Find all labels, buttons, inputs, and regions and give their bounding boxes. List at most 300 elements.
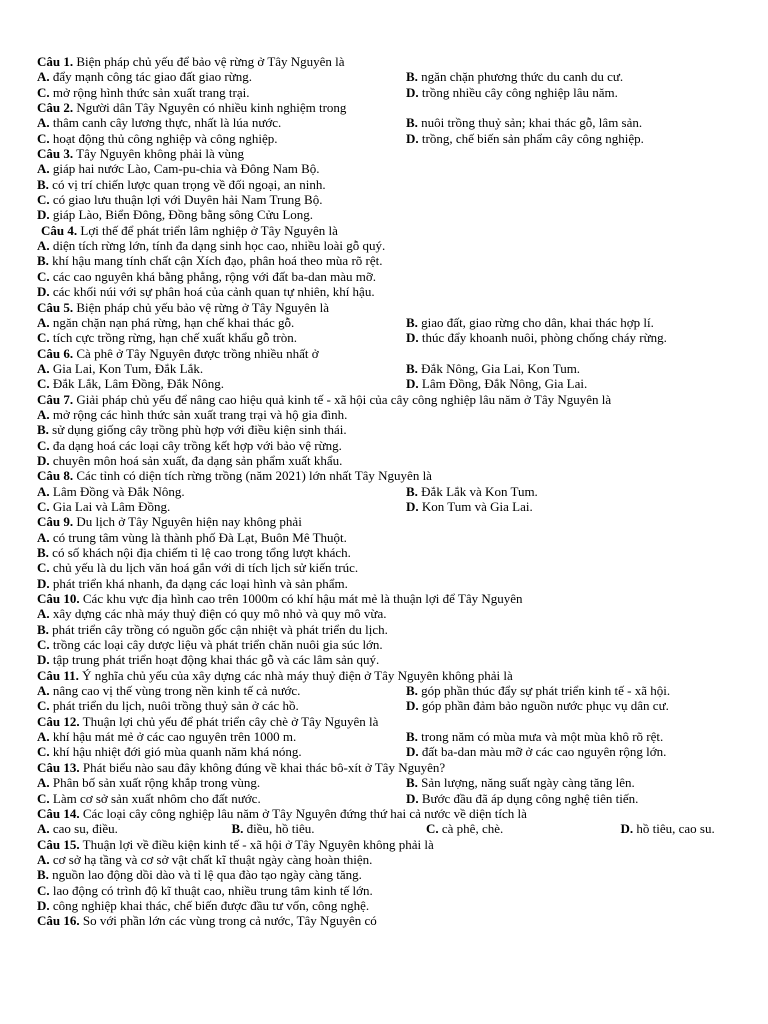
- answer-option[interactable]: [37, 791, 261, 806]
- question-block: [37, 392, 737, 469]
- option-cell: [406, 69, 737, 84]
- answer-option[interactable]: [621, 821, 715, 836]
- option-row: [37, 177, 737, 192]
- option-key: A.: [37, 821, 50, 837]
- answer-option[interactable]: [37, 115, 281, 130]
- question-text: Ý nghĩa chủ yếu của xây dựng các nhà máy thuỷ điện ở Tây Nguyên không phải là: [82, 667, 513, 683]
- option-key: D.: [406, 698, 419, 714]
- option-cell: [37, 115, 406, 130]
- question-stem: [37, 760, 737, 775]
- question-text: Thuận lợi về điều kiện kinh tế - xã hội ở Tây Nguyên không phải là: [82, 836, 434, 852]
- option-row: [37, 85, 737, 100]
- answer-option[interactable]: [37, 453, 342, 468]
- option-text: Lâm Đồng và Đắk Nông.: [52, 483, 185, 499]
- option-row: [37, 499, 737, 514]
- answer-option[interactable]: [37, 852, 372, 867]
- answer-option[interactable]: [426, 821, 503, 836]
- option-key: C.: [37, 790, 50, 806]
- answer-option[interactable]: [37, 330, 297, 345]
- question-block: [37, 668, 737, 714]
- option-cell: [37, 484, 406, 499]
- option-key: D.: [37, 452, 50, 468]
- option-text: công nghiệp khai thác, chế biến được đầu tư vốn, công nghệ.: [52, 897, 370, 913]
- option-key: A.: [37, 529, 50, 545]
- option-text: Phân bố sản xuất rộng khắp trong vùng.: [52, 775, 261, 791]
- option-key: A.: [37, 851, 50, 867]
- question-text: Các loại cây công nghiệp lâu năm ở Tây Nguyên đứng thứ hai cả nước về diện tích là: [82, 805, 527, 821]
- answer-option[interactable]: [37, 898, 369, 913]
- question-number: Câu 16.: [37, 913, 80, 929]
- option-key: B.: [231, 821, 244, 837]
- option-cell: [406, 499, 737, 514]
- question-text: Giải pháp chủ yếu để nâng cao hiệu quả kinh tế - xã hội của cây công nghiệp lâu năm ở Tây Nguyên là: [76, 391, 612, 407]
- question-number: Câu 8.: [37, 468, 74, 484]
- option-cell: [37, 821, 232, 836]
- question-text: Lợi thế để phát triển lâm nghiệp ở Tây Nguyên là: [80, 222, 338, 238]
- option-key: C.: [37, 376, 50, 392]
- question-block: [37, 54, 737, 100]
- option-text: trồng các loại cây dược liệu và phát triển chăn nuôi gia súc lớn.: [52, 637, 383, 653]
- option-text: Gia Lai, Kon Tum, Đắk Lắk.: [52, 360, 204, 376]
- option-text: phát triển du lịch, nuôi trồng thuỷ sản ở các hồ.: [52, 698, 299, 714]
- option-row: [37, 821, 737, 836]
- option-cell: [37, 131, 406, 146]
- option-text: nâng cao vị thế vùng trong nền kinh tế cả nước.: [52, 683, 301, 699]
- option-text: Đắk Lắk, Lâm Đồng, Đắk Nông.: [52, 376, 225, 392]
- option-text: trồng nhiều cây công nghiệp lâu năm.: [421, 84, 618, 100]
- option-row: [37, 744, 737, 759]
- option-row: [37, 207, 737, 222]
- option-text: cao su, điều.: [52, 821, 118, 837]
- question-block: [37, 468, 737, 514]
- option-text: Đắk Lắk và Kon Tum.: [421, 483, 538, 499]
- option-row: [37, 69, 737, 84]
- option-text: hoạt động thủ công nghiệp và công nghiệp.: [52, 130, 278, 146]
- option-cell: [406, 683, 737, 698]
- question-number: Câu 13.: [37, 759, 80, 775]
- option-text: thúc đẩy khoanh nuôi, phòng chống cháy rừng.: [421, 330, 667, 346]
- option-cell: [37, 330, 406, 345]
- answer-option[interactable]: [406, 315, 654, 330]
- option-row: [37, 652, 737, 667]
- question-stem: [37, 714, 737, 729]
- answer-option[interactable]: [406, 484, 538, 499]
- question-number: Câu 7.: [37, 391, 74, 407]
- option-row: [37, 330, 737, 345]
- option-cell: [37, 698, 406, 713]
- option-row: [37, 238, 737, 253]
- question-text: So với phần lớn các vùng trong cả nước, Tây Nguyên có: [82, 913, 377, 929]
- option-text: có trung tâm vùng là thành phố Đà Lạt, Buôn Mê Thuột.: [52, 529, 347, 545]
- question-block: [37, 100, 737, 146]
- option-key: A.: [37, 69, 50, 85]
- question-stem: [37, 54, 737, 69]
- option-key: D.: [406, 84, 419, 100]
- question-stem: [37, 100, 737, 115]
- option-key: A.: [37, 161, 50, 177]
- question-number: Câu 6.: [37, 345, 74, 361]
- option-key: B.: [37, 176, 49, 192]
- answer-option[interactable]: [232, 821, 315, 836]
- option-cell: [37, 744, 406, 759]
- option-row: [37, 883, 737, 898]
- option-row: [37, 698, 737, 713]
- option-key: C.: [37, 744, 50, 760]
- option-key: C.: [37, 698, 50, 714]
- answer-option[interactable]: [37, 576, 348, 591]
- answer-option[interactable]: [37, 698, 299, 713]
- option-text: tập trung phát triển hoạt động khai thác gỗ và các lâm sản quý.: [52, 652, 380, 668]
- answer-option[interactable]: [37, 775, 260, 790]
- option-cell: [37, 361, 406, 376]
- option-row: [37, 867, 737, 882]
- question-stem: [37, 514, 737, 529]
- answer-option[interactable]: [406, 698, 669, 713]
- question-stem: [37, 591, 737, 606]
- answer-option[interactable]: [37, 253, 383, 268]
- option-cell: [37, 315, 406, 330]
- question-number: Câu 12.: [37, 713, 80, 729]
- option-row: [37, 269, 737, 284]
- question-text: Du lịch ở Tây Nguyên hiện nay không phải: [76, 514, 302, 530]
- option-text: cơ sở hạ tầng và cơ sở vật chất kĩ thuật ngày càng hoàn thiện.: [52, 851, 373, 867]
- option-key: B.: [37, 545, 49, 560]
- option-key: D.: [406, 330, 419, 346]
- option-key: B.: [37, 253, 49, 269]
- option-text: hồ tiêu, cao su.: [636, 821, 715, 837]
- option-cell: [621, 821, 768, 836]
- option-key: C.: [37, 560, 50, 576]
- option-key: B.: [406, 115, 418, 131]
- option-key: A.: [37, 406, 50, 422]
- question-stem: [37, 346, 737, 361]
- question-block: [37, 223, 737, 300]
- option-row: [37, 131, 737, 146]
- question-block: [37, 591, 737, 668]
- question-number: Câu 11.: [37, 667, 79, 683]
- option-cell: [406, 729, 737, 744]
- answer-option[interactable]: [37, 422, 347, 437]
- answer-option[interactable]: [37, 867, 362, 882]
- question-number: Câu 3.: [37, 146, 74, 162]
- answer-option[interactable]: [406, 376, 587, 391]
- answer-option[interactable]: [37, 161, 320, 176]
- option-text: đa dạng hoá các loại cây trồng kết hợp với bảo vệ rừng.: [52, 437, 342, 453]
- answer-option[interactable]: [37, 821, 118, 836]
- question-block: [37, 837, 737, 914]
- answer-option[interactable]: [37, 376, 224, 391]
- option-key: C.: [37, 498, 50, 514]
- option-cell: [406, 315, 737, 330]
- answer-option[interactable]: [37, 315, 294, 330]
- answer-option[interactable]: [406, 775, 635, 790]
- option-text: điều, hồ tiêu.: [246, 821, 315, 837]
- answer-option[interactable]: [406, 85, 618, 100]
- option-text: tích cực trồng rừng, hạn chế xuất khẩu gỗ tròn.: [52, 330, 297, 346]
- option-key: B.: [406, 683, 418, 699]
- option-text: khí hậu mát mẻ ở các cao nguyên trên 1000 m.: [52, 729, 297, 745]
- option-cell: [406, 131, 737, 146]
- question-stem: [37, 146, 737, 161]
- answer-option[interactable]: [406, 115, 642, 130]
- option-row: [37, 622, 737, 637]
- answer-option[interactable]: [37, 560, 358, 575]
- option-key: B.: [406, 69, 418, 85]
- answer-option[interactable]: [37, 85, 250, 100]
- answer-option[interactable]: [37, 729, 296, 744]
- option-key: B.: [406, 314, 418, 330]
- question-block: [37, 760, 737, 806]
- option-key: D.: [620, 821, 634, 837]
- option-text: ngăn chặn nạn phá rừng, hạn chế khai thác gỗ.: [52, 314, 295, 330]
- option-row: [37, 161, 737, 176]
- option-cell: [406, 115, 737, 130]
- option-key: A.: [37, 483, 50, 499]
- option-cell: [37, 85, 406, 100]
- answer-option[interactable]: [37, 622, 388, 637]
- question-block: [37, 300, 737, 346]
- option-key: B.: [37, 621, 49, 637]
- question-number: Câu 5.: [37, 299, 74, 315]
- option-row: [37, 407, 737, 422]
- question-block: [37, 146, 737, 223]
- question-text: Cà phê ở Tây Nguyên được trồng nhiều nhất ở: [76, 345, 319, 361]
- option-row: [37, 606, 737, 621]
- option-cell: [406, 330, 737, 345]
- question-stem: [37, 668, 737, 683]
- option-row: [37, 898, 737, 913]
- answer-option[interactable]: [37, 744, 302, 759]
- question-text: Biện pháp chủ yếu bảo vệ rừng ở Tây Nguyên là: [76, 299, 330, 315]
- option-text: đất ba-dan màu mỡ ở các cao nguyên rộng lớn.: [421, 744, 667, 760]
- option-text: nguồn lao động dồi dào và tỉ lệ qua đào tạo ngày càng tăng.: [52, 867, 362, 883]
- answer-option[interactable]: [37, 545, 351, 560]
- option-cell: [426, 821, 621, 836]
- option-text: mở rộng các hình thức sản xuất trang trại và hộ gia đình.: [52, 406, 348, 422]
- answer-option[interactable]: [37, 284, 375, 299]
- question-block: [37, 346, 737, 392]
- question-stem: [37, 806, 737, 821]
- question-block: [37, 514, 737, 591]
- option-row: [37, 315, 737, 330]
- option-row: [37, 637, 737, 652]
- option-key: A.: [37, 238, 50, 254]
- option-row: [37, 192, 737, 207]
- option-text: thâm canh cây lương thực, nhất là lúa nước.: [52, 115, 282, 131]
- question-block: [37, 714, 737, 760]
- question-number: Câu 10.: [37, 591, 80, 607]
- option-row: [37, 438, 737, 453]
- option-text: trong năm có mùa mưa và một mùa khô rõ rệt.: [421, 729, 664, 745]
- option-text: giáp hai nước Lào, Cam-pu-chia và Đông Nam Bộ.: [52, 161, 320, 177]
- option-cell: [37, 683, 406, 698]
- option-key: A.: [37, 314, 50, 330]
- option-key: B.: [406, 483, 418, 499]
- option-text: sử dụng giống cây trồng phù hợp với điều kiện sinh thái.: [52, 422, 347, 438]
- answer-option[interactable]: [37, 499, 170, 514]
- question-text: Các tỉnh có diện tích rừng trồng (năm 2021) lớn nhất Tây Nguyên là: [76, 468, 432, 484]
- option-text: góp phần thúc đẩy sự phát triển kinh tế - xã hội.: [421, 683, 671, 699]
- option-key: A.: [37, 729, 50, 745]
- answer-option[interactable]: [37, 683, 300, 698]
- answer-option[interactable]: [406, 499, 533, 514]
- option-row: [37, 115, 737, 130]
- option-row: [37, 530, 737, 545]
- question-number: Câu 9.: [37, 514, 74, 530]
- answer-option[interactable]: [406, 330, 667, 345]
- question-number: Câu 1.: [37, 54, 74, 69]
- option-cell: [406, 744, 737, 759]
- option-row: [37, 775, 737, 790]
- option-key: C.: [37, 130, 50, 146]
- option-cell: [37, 791, 406, 806]
- question-text: Thuận lợi chủ yếu để phát triển cây chè ở Tây Nguyên là: [82, 713, 379, 729]
- question-stem: [37, 468, 737, 483]
- option-text: giáp Lào, Biển Đông, Đồng bằng sông Cửu Long.: [52, 207, 314, 223]
- question-text: Các khu vực địa hình cao trên 1000m có khí hậu mát mẻ là thuận lợi để Tây Nguyên: [82, 591, 523, 607]
- option-key: D.: [406, 744, 419, 760]
- option-cell: [406, 791, 737, 806]
- answer-option[interactable]: [406, 69, 623, 84]
- answer-option[interactable]: [37, 484, 185, 499]
- answer-option[interactable]: [37, 652, 379, 667]
- question-text: Phát biểu nào sau đây không đúng về khai thác bô-xít ở Tây Nguyên?: [82, 759, 446, 775]
- option-text: chủ yếu là du lịch văn hoá gắn với di tích lịch sử kiến trúc.: [52, 560, 359, 576]
- option-row: [37, 852, 737, 867]
- question-block: [37, 806, 737, 837]
- option-key: D.: [37, 652, 50, 668]
- answer-option[interactable]: [37, 69, 252, 84]
- option-key: C.: [37, 192, 50, 208]
- option-key: B.: [37, 867, 49, 883]
- option-text: cà phê, chè.: [441, 821, 504, 837]
- answer-option[interactable]: [406, 683, 670, 698]
- option-key: C.: [37, 268, 50, 284]
- option-key: B.: [406, 360, 418, 376]
- option-text: Sản lượng, năng suất ngày càng tăng lên.: [421, 775, 635, 791]
- option-key: D.: [37, 575, 50, 591]
- answer-option[interactable]: [37, 407, 347, 422]
- answer-option[interactable]: [37, 606, 387, 621]
- option-key: D.: [406, 790, 419, 806]
- option-key: C.: [37, 637, 50, 653]
- option-text: mở rộng hình thức sản xuất trang trại.: [52, 84, 250, 100]
- question-stem: [37, 392, 737, 407]
- option-row: [37, 791, 737, 806]
- option-cell: [406, 361, 737, 376]
- question-text: Biện pháp chủ yếu để bảo vệ rừng ở Tây Nguyên là: [76, 54, 345, 69]
- answer-option[interactable]: [406, 744, 666, 759]
- option-text: giao đất, giao rừng cho dân, khai thác hợp lí.: [421, 314, 654, 330]
- option-cell: [406, 85, 737, 100]
- answer-option[interactable]: [37, 238, 385, 253]
- answer-option[interactable]: [37, 207, 313, 222]
- option-text: diện tích rừng lớn, tính đa dạng sinh học cao, nhiều loài gỗ quý.: [52, 238, 386, 254]
- option-text: chuyên môn hoá sản xuất, đa dạng sản phẩm xuất khẩu.: [52, 452, 343, 468]
- option-cell: [37, 775, 406, 790]
- option-text: các cao nguyên khá bằng phẳng, rộng với đất ba-dan màu mỡ.: [52, 268, 377, 284]
- option-row: [37, 361, 737, 376]
- question-stem: [37, 837, 737, 852]
- option-key: B.: [37, 422, 49, 438]
- answer-option[interactable]: [406, 131, 644, 146]
- option-cell: [406, 698, 737, 713]
- answer-option[interactable]: [37, 177, 326, 192]
- answer-option[interactable]: [406, 729, 663, 744]
- answer-option[interactable]: [37, 530, 347, 545]
- option-text: Lâm Đồng, Đắk Nông, Gia Lai.: [421, 376, 588, 392]
- option-cell: [37, 499, 406, 514]
- option-cell: [406, 484, 737, 499]
- option-text: góp phần đảm bảo nguồn nước phục vụ dân cư.: [421, 698, 669, 714]
- option-key: C.: [37, 437, 50, 453]
- question-stem: [37, 300, 737, 315]
- option-row: [37, 484, 737, 499]
- option-key: D.: [406, 498, 419, 514]
- option-text: Làm cơ sở sản xuất nhôm cho đất nước.: [52, 790, 261, 806]
- question-stem: [37, 223, 737, 238]
- option-cell: [232, 821, 427, 836]
- option-text: khí hậu nhiệt đới gió mùa quanh năm khá nóng.: [52, 744, 302, 760]
- option-key: A.: [37, 775, 50, 791]
- option-text: nuôi trồng thuỷ sản; khai thác gỗ, lâm sản.: [421, 115, 643, 131]
- answer-option[interactable]: [406, 361, 580, 376]
- option-key: A.: [37, 360, 50, 376]
- option-text: các khối núi với sự phân hoá của cảnh quan tự nhiên, khí hậu.: [52, 284, 375, 300]
- option-text: đẩy mạnh công tác giao đất giao rừng.: [52, 69, 252, 85]
- option-row: [37, 576, 737, 591]
- option-key: A.: [37, 115, 50, 131]
- answer-option[interactable]: [37, 131, 277, 146]
- option-text: Đắk Nông, Gia Lai, Kon Tum.: [421, 360, 581, 376]
- question-number: Câu 15.: [37, 836, 80, 852]
- option-cell: [37, 729, 406, 744]
- option-key: C.: [37, 330, 50, 346]
- option-key: C.: [37, 84, 50, 100]
- option-key: D.: [406, 130, 419, 146]
- answer-option[interactable]: [37, 192, 322, 207]
- option-row: [37, 683, 737, 698]
- option-key: B.: [406, 775, 418, 791]
- question-number: Câu 4.: [41, 222, 78, 238]
- option-cell: [37, 376, 406, 391]
- answer-option[interactable]: [37, 269, 376, 284]
- option-key: C.: [37, 882, 50, 898]
- option-text: trồng, chế biến sản phẩm cây công nghiệp.: [421, 130, 644, 146]
- question-stem: [37, 913, 737, 928]
- option-row: [37, 284, 737, 299]
- option-row: [37, 729, 737, 744]
- option-key: C.: [426, 821, 439, 837]
- option-row: [37, 560, 737, 575]
- answer-option[interactable]: [37, 361, 203, 376]
- option-text: có vị trí chiến lược quan trọng về đối ngoại, an ninh.: [52, 176, 326, 192]
- option-text: phát triển cây trồng có nguồn gốc cận nhiệt và phát triển du lịch.: [52, 621, 388, 637]
- option-cell: [406, 775, 737, 790]
- answer-option[interactable]: [37, 438, 342, 453]
- option-text: ngăn chặn phương thức du canh du cư.: [421, 69, 624, 85]
- answer-option[interactable]: [406, 791, 638, 806]
- question-text: Người dân Tây Nguyên có nhiều kinh nghiệm trong: [76, 100, 347, 116]
- option-key: D.: [37, 207, 50, 223]
- option-key: D.: [37, 284, 50, 300]
- option-row: [37, 376, 737, 391]
- answer-option[interactable]: [37, 637, 383, 652]
- option-key: B.: [406, 729, 418, 745]
- answer-option[interactable]: [37, 883, 373, 898]
- option-text: phát triển khá nhanh, đa dạng các loại hình và sản phẩm.: [52, 575, 348, 591]
- option-text: có số khách nội địa chiếm tỉ lệ cao trong tổng lượt khách.: [52, 545, 351, 560]
